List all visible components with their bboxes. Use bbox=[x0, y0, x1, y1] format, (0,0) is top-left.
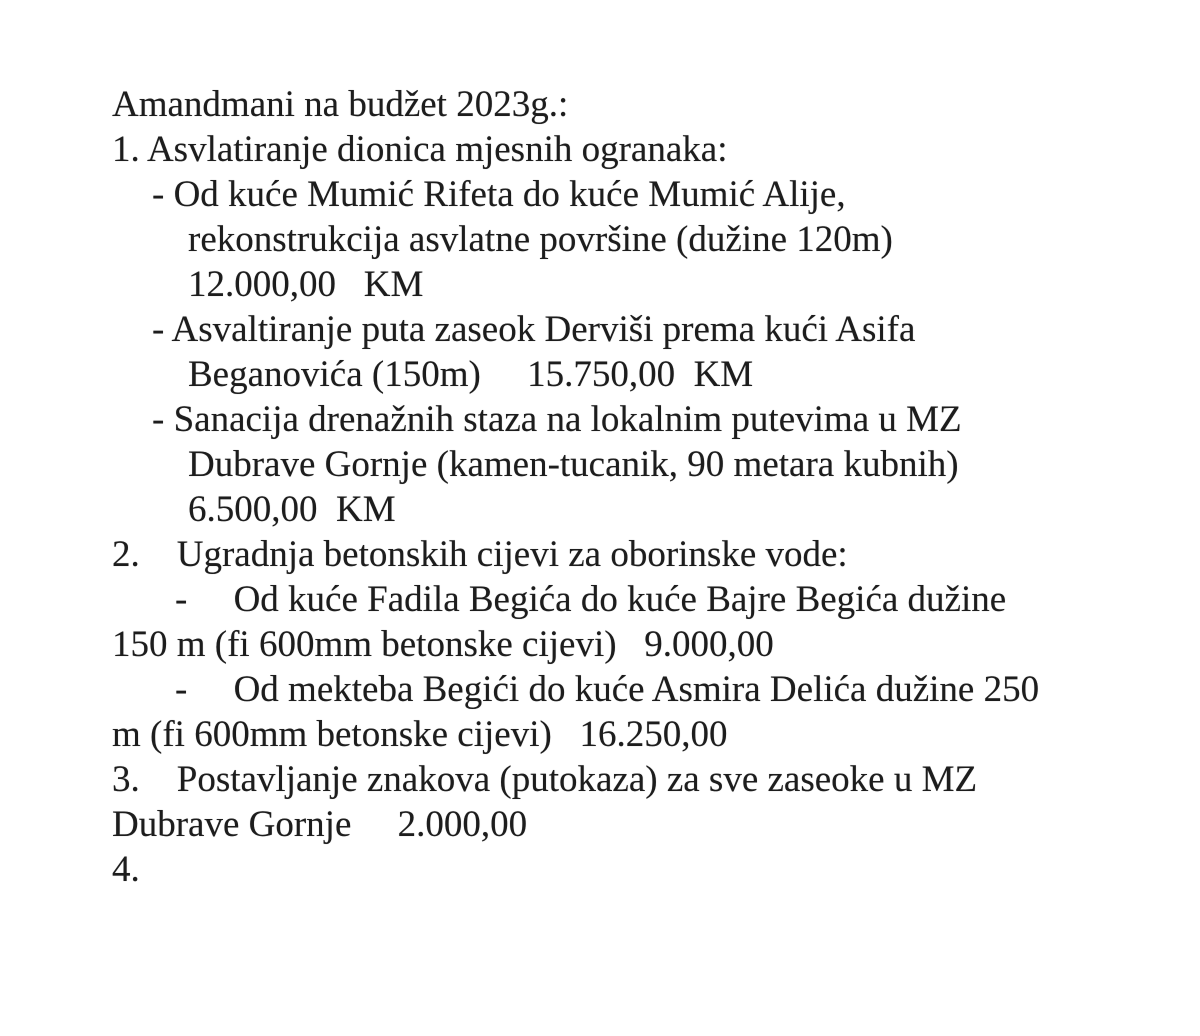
doc-line-amount: 150 m (fi 600mm betonske cijevi) 9.000,00 bbox=[112, 624, 774, 665]
doc-line-amount: Dubrave Gornje 2.000,00 bbox=[112, 804, 528, 845]
doc-line-continuation: Dubrave Gornje (kamen-tucanik, 90 metara kubnih) bbox=[188, 444, 959, 485]
doc-line-amount: 6.500,00 KM bbox=[188, 489, 396, 530]
doc-line-bullet: - Od mekteba Begići do kuće Asmira Delića dužine 250 bbox=[175, 669, 1040, 710]
doc-line-item-2: 2. Ugradnja betonskih cijevi za oborinske vode: bbox=[112, 534, 848, 575]
doc-line-bullet: - Asvaltiranje puta zaseok Derviši prema kući Asifa bbox=[152, 309, 916, 350]
doc-line-amount: m (fi 600mm betonske cijevi) 16.250,00 bbox=[112, 714, 728, 755]
doc-line-item-1: 1. Asvlatiranje dionica mjesnih ogranaka: bbox=[112, 129, 728, 170]
doc-line-item-4: 4. bbox=[112, 849, 140, 890]
doc-line-bullet: - Od kuće Mumić Rifeta do kuće Mumić Alije, bbox=[152, 174, 846, 215]
doc-line-bullet: - Sanacija drenažnih staza na lokalnim putevima u MZ bbox=[152, 399, 962, 440]
doc-line-item-3: 3. Postavljanje znakova (putokaza) za sve zaseoke u MZ bbox=[112, 759, 978, 800]
document-title: Amandmani na budžet 2023g.: bbox=[112, 84, 569, 125]
doc-line-bullet: - Od kuće Fadila Begića do kuće Bajre Begića dužine bbox=[175, 579, 1007, 620]
doc-line-amount: Beganovića (150m) 15.750,00 KM bbox=[188, 354, 754, 395]
doc-line-continuation: rekonstrukcija asvlatne površine (dužine 120m) bbox=[188, 219, 893, 260]
doc-line-amount: 12.000,00 KM bbox=[188, 264, 424, 305]
